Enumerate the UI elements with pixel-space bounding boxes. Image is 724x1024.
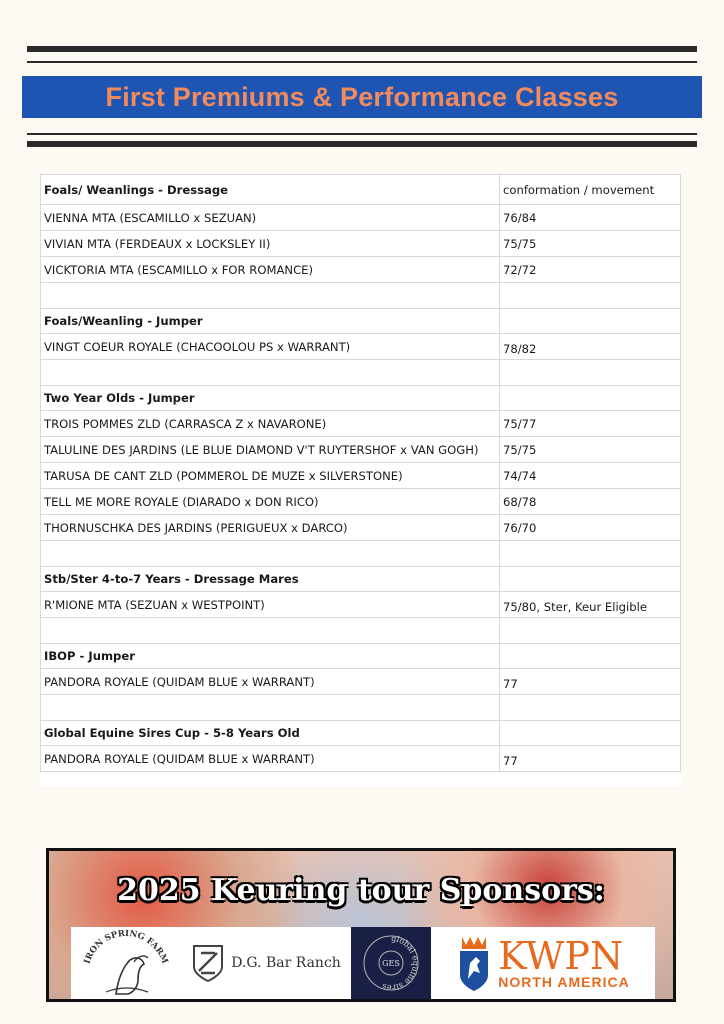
bottom-rule-thin [27, 133, 697, 135]
score-cell: 74/74 [500, 463, 681, 489]
section-title: Foals/Weanling - Jumper [41, 309, 500, 334]
score-cell: 78/82 [500, 334, 681, 360]
table-row [41, 205, 681, 231]
page-title: First Premiums & Performance Classes [105, 81, 619, 112]
horse-name: TARUSA DE CANT ZLD (POMMEROL DE MUZE x SILVERSTONE) [41, 463, 500, 489]
score-cell: 75/75 [500, 437, 681, 463]
spacer-row [41, 283, 681, 309]
horse-name [41, 360, 500, 386]
table-row [41, 746, 681, 772]
section-header-row [41, 175, 681, 205]
kwpn-wordmark: KWPN [498, 934, 624, 978]
results-table [40, 174, 681, 786]
table-row [41, 669, 681, 695]
table-row [41, 411, 681, 437]
iron-spring-text: IRON SPRING FARM [82, 928, 170, 966]
table-row [41, 489, 681, 515]
sponsor-logos [71, 927, 655, 999]
global-equine-sires-logo [351, 927, 431, 999]
section-header-row [41, 721, 681, 746]
kwpn-logo [431, 927, 655, 999]
score-cell [500, 644, 681, 669]
score-cell [500, 695, 681, 721]
top-rule-thick [27, 46, 697, 52]
section-title: Foals/ Weanlings - Dressage [41, 175, 500, 205]
score-cell: 75/77 [500, 411, 681, 437]
section-title: Global Equine Sires Cup - 5-8 Years Old [41, 721, 500, 746]
horse-name: VIVIAN MTA (FERDEAUX x LOCKSLEY II) [41, 231, 500, 257]
horse-name: R'MIONE MTA (SEZUAN x WESTPOINT) [41, 592, 500, 618]
table-row [41, 257, 681, 283]
table-row [41, 463, 681, 489]
score-cell: 77 [500, 746, 681, 772]
score-cell: 72/72 [500, 257, 681, 283]
section-header-row [41, 567, 681, 592]
spacer-row [41, 695, 681, 721]
score-cell [500, 386, 681, 411]
score-cell: conformation / movement [500, 175, 681, 205]
horse-name: VINGT COEUR ROYALE (CHACOOLOU PS x WARRANT) [41, 334, 500, 360]
ges-initials: GES [382, 959, 400, 968]
section-title: Two Year Olds - Jumper [41, 386, 500, 411]
score-cell: 75/75 [500, 231, 681, 257]
iron-spring-farm-logo [71, 927, 181, 999]
horse-name: VICKTORIA MTA (ESCAMILLO x FOR ROMANCE) [41, 257, 500, 283]
score-cell [500, 360, 681, 386]
kwpn-region: NORTH AMERICA [498, 974, 630, 990]
score-cell: 76/84 [500, 205, 681, 231]
horse-name: THORNUSCHKA DES JARDINS (PERIGUEUX x DARCO) [41, 515, 500, 541]
sponsor-panel [46, 848, 676, 1002]
spacer-row [41, 618, 681, 644]
score-cell [500, 309, 681, 334]
horse-name [41, 541, 500, 567]
sponsor-title: 2025 Keuring tour Sponsors: [117, 873, 605, 908]
section-header-row [41, 309, 681, 334]
horse-name [41, 695, 500, 721]
score-cell: 75/80, Ster, Keur Eligible [500, 592, 681, 618]
horse-name [41, 283, 500, 309]
svg-text:IRON SPRING FARM [83, 929, 170, 966]
horse-name: TROIS POMMES ZLD (CARRASCA Z x NAVARONE) [41, 411, 500, 437]
top-rule-thin [27, 61, 697, 63]
spacer-row [41, 541, 681, 567]
table-row [41, 437, 681, 463]
table-row [41, 231, 681, 257]
horse-name: VIENNA MTA (ESCAMILLO x SEZUAN) [41, 205, 500, 231]
horse-name: PANDORA ROYALE (QUIDAM BLUE x WARRANT) [41, 746, 500, 772]
horse-name: TELL ME MORE ROYALE (DIARADO x DON RICO) [41, 489, 500, 515]
horse-name [41, 618, 500, 644]
kwpn-crest-icon [456, 933, 492, 993]
score-cell: 76/70 [500, 515, 681, 541]
score-cell: 68/78 [500, 489, 681, 515]
bottom-rule-thick [27, 141, 697, 147]
section-title: Stb/Ster 4-to-7 Years - Dressage Mares [41, 567, 500, 592]
table-row [41, 515, 681, 541]
score-cell [500, 283, 681, 309]
dg-shield-icon [191, 943, 225, 983]
title-banner [22, 76, 702, 118]
score-cell [500, 618, 681, 644]
horse-name: TALULINE DES JARDINS (LE BLUE DIAMOND V'T RUYTERSHOF x VAN GOGH) [41, 437, 500, 463]
score-cell [500, 721, 681, 746]
score-cell: 77 [500, 669, 681, 695]
section-title: IBOP - Jumper [41, 644, 500, 669]
section-header-row [41, 386, 681, 411]
dg-bar-ranch-name: D.G. Bar Ranch [231, 955, 341, 971]
dg-bar-ranch-logo [181, 927, 351, 999]
table-row [41, 334, 681, 360]
table-row [41, 592, 681, 618]
ges-ring-text: global equine sires [381, 933, 420, 993]
score-cell [500, 567, 681, 592]
score-cell [500, 541, 681, 567]
spacer-row [41, 360, 681, 386]
section-header-row [41, 644, 681, 669]
horse-name: PANDORA ROYALE (QUIDAM BLUE x WARRANT) [41, 669, 500, 695]
